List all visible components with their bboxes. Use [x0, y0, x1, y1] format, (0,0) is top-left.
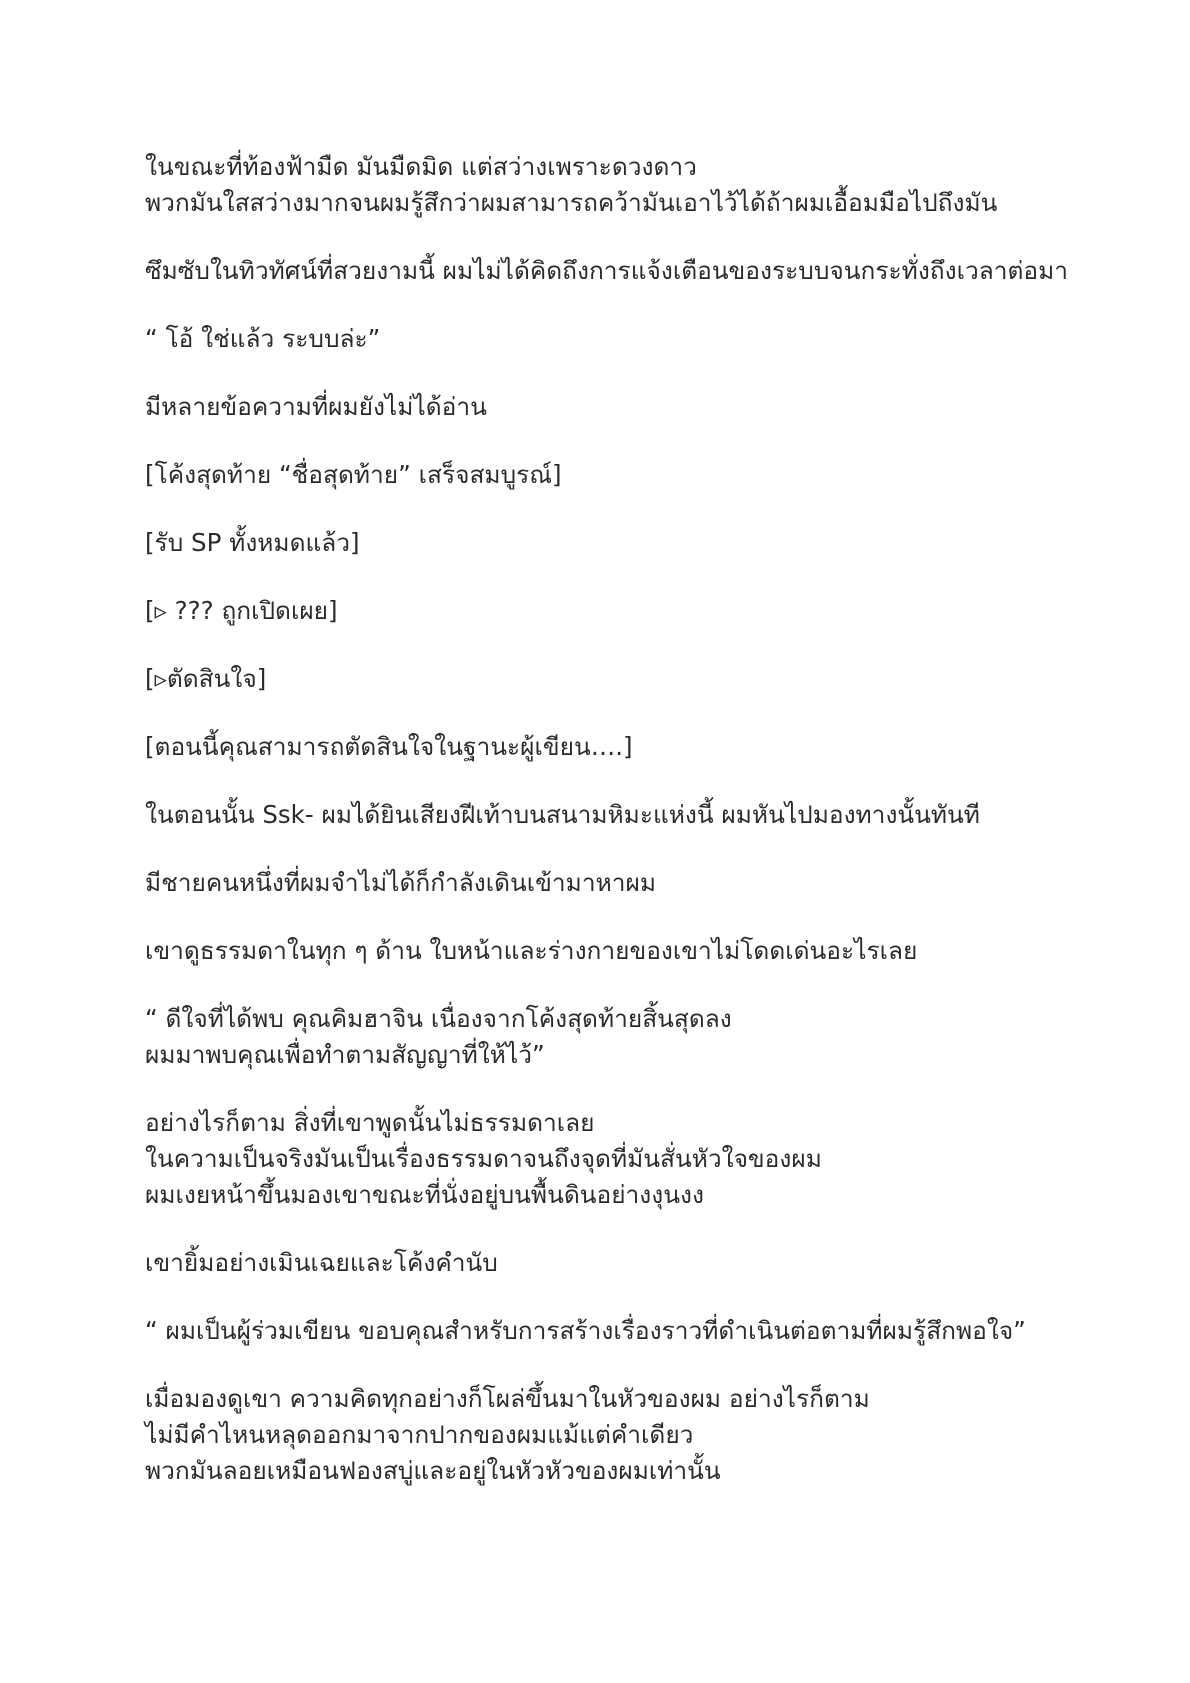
text-line: [โค้งสุดท้าย “ชื่อสุดท้าย” เสร็จสมบูรณ์] [145, 460, 562, 489]
text-line: ซึมซับในทิวทัศน์ที่สวยงามนี้ ผมไม่ได้คิดถึงการแจ้งเตือนของระบบจนกระทั่งถึงเวลาต่อมา [145, 256, 1069, 285]
text-line: “ ดีใจที่ได้พบ คุณคิมฮาจิน เนื่องจากโค้งสุดท้ายสิ้นสุดลง [145, 1004, 732, 1033]
paragraph [145, 1001, 1145, 1073]
text-line: ในตอนนั้น Ssk- ผมได้ยินเสียงฝีเท้าบนสนามหิมะแห่งนี้ ผมหันไปมองทางนั้นทันที [145, 800, 980, 829]
paragraph [145, 1105, 1145, 1213]
text-line: มีหลายข้อความที่ผมยังไม่ได้อ่าน [145, 392, 487, 421]
text-line: พวกมันใสสว่างมากจนผมรู้สึกว่าผมสามารถคว้ามันเอาไว้ได้ถ้าผมเอื้อมมือไปถึงมัน [145, 188, 998, 217]
text-line: [▹ตัดสินใจ] [145, 664, 267, 693]
text-line: ในขณะที่ท้องฟ้ามืด มันมืดมิด แต่สว่างเพราะดวงดาว [145, 152, 697, 181]
text-line: อย่างไรก็ตาม สิ่งที่เขาพูดนั้นไม่ธรรมดาเลย [145, 1108, 595, 1137]
paragraph [145, 149, 1145, 221]
paragraph [145, 457, 1145, 493]
paragraph [145, 865, 1145, 901]
paragraph [145, 389, 1145, 425]
paragraph [145, 933, 1145, 969]
text-line: [▹ ??? ถูกเปิดเผย] [145, 596, 338, 625]
text-line: ในความเป็นจริงมันเป็นเรื่องธรรมดาจนถึงจุดที่มันสั่นหัวใจของผม [145, 1144, 822, 1173]
paragraph [145, 593, 1145, 629]
text-line: พวกมันลอยเหมือนฟองสบู่และอยู่ในหัวหัวของผมเท่านั้น [145, 1456, 721, 1485]
paragraph [145, 797, 1145, 833]
document-body [145, 149, 1145, 1521]
paragraph [145, 253, 1145, 289]
text-line: ผมมาพบคุณเพื่อทำตามสัญญาที่ให้ไว้” [145, 1040, 545, 1069]
text-line: เขาดูธรรมดาในทุก ๆ ด้าน ใบหน้าและร่างกายของเขาไม่โดดเด่นอะไรเลย [145, 936, 918, 965]
text-line: “ ผมเป็นผู้ร่วมเขียน ขอบคุณสำหรับการสร้างเรื่องราวที่ดำเนินต่อตามที่ผมรู้สึกพอใจ” [145, 1316, 1026, 1345]
text-line: เขายิ้มอย่างเมินเฉยและโค้งคำนับ [145, 1248, 498, 1277]
paragraph [145, 729, 1145, 765]
text-line: ไม่มีคำไหนหลุดออกมาจากปากของผมแม้แต่คำเดียว [145, 1420, 694, 1449]
text-line: มีชายคนหนึ่งที่ผมจำไม่ได้ก็กำลังเดินเข้ามาหาผม [145, 868, 656, 897]
paragraph [145, 1313, 1145, 1349]
paragraph [145, 321, 1145, 357]
paragraph [145, 525, 1145, 561]
text-line: “ โอ้ ใช่แล้ว ระบบล่ะ” [145, 324, 381, 353]
text-line: [ตอนนี้คุณสามารถตัดสินใจในฐานะผู้เขียน….] [145, 732, 633, 761]
paragraph [145, 1245, 1145, 1281]
text-line: เมื่อมองดูเขา ความคิดทุกอย่างก็โผล่ขึ้นมาในหัวของผม อย่างไรก็ตาม [145, 1384, 870, 1413]
text-line: [รับ SP ทั้งหมดแล้ว] [145, 528, 360, 557]
text-line: ผมเงยหน้าขึ้นมองเขาขณะที่นั่งอยู่บนพื้นดินอย่างงุนงง [145, 1180, 704, 1209]
paragraph [145, 1381, 1145, 1489]
paragraph [145, 661, 1145, 697]
